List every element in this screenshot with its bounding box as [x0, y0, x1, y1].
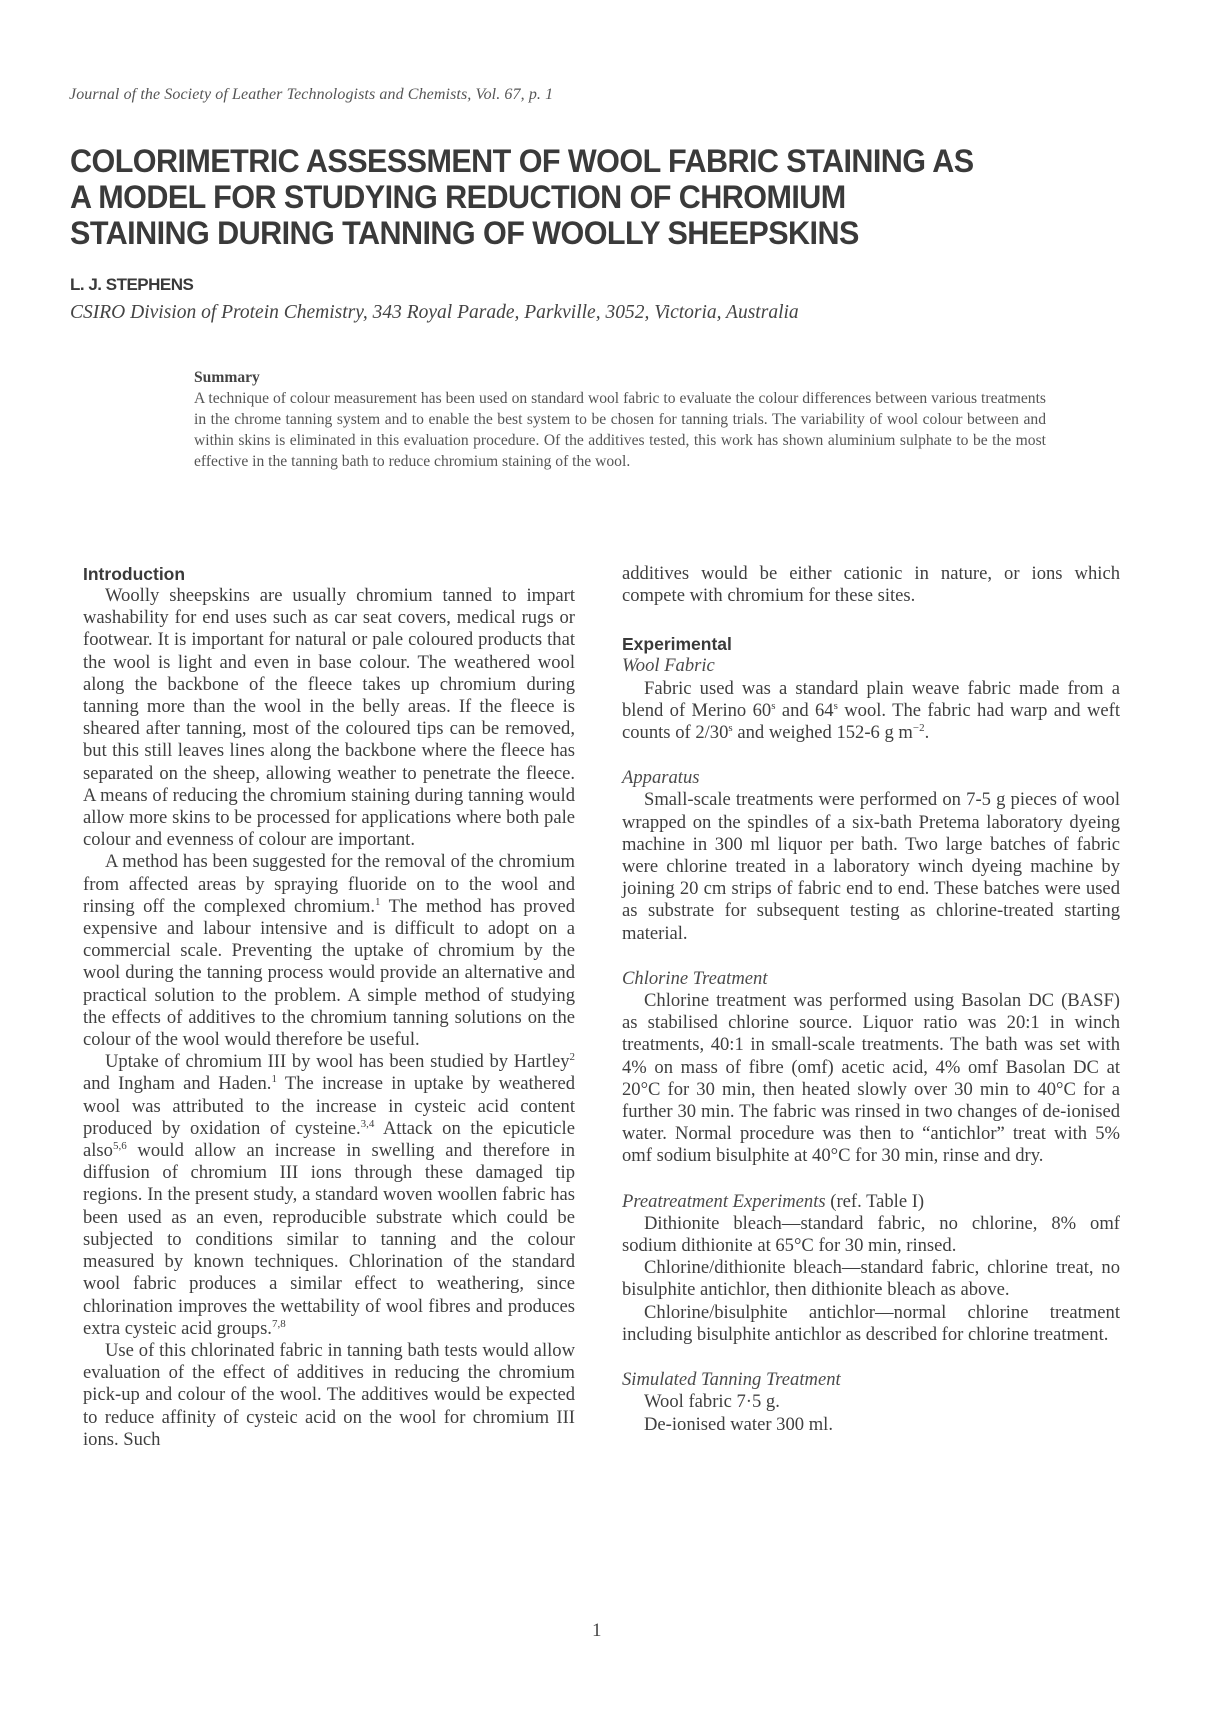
right-column — [622, 563, 1120, 1436]
text-run: The increase in uptake by weathered wool was attributed to the increase in cysteic acid content produced by oxidation of cysteine. — [83, 1073, 575, 1139]
text-run: Fabric used was a standard plain weave fabric made from a blend of Merino 60 — [622, 677, 1120, 721]
title-line: COLORIMETRIC ASSESSMENT OF WOOL FABRIC STAINING AS — [70, 143, 974, 179]
article-title — [70, 143, 1104, 251]
summary-heading: Summary — [194, 369, 260, 386]
apparatus-heading: Apparatus — [622, 767, 700, 789]
pretreatment-item: Chlorine/bisulphite antichlor—normal chlorine treatment including bisulphite antichlor as described for chlorine treatment. — [622, 1301, 1120, 1345]
author-affiliation: CSIRO Division of Protein Chemistry, 343 Royal Parade, Parkville, 3052, Victoria, Australia — [70, 302, 799, 323]
pretreatment-heading — [622, 1191, 1120, 1213]
reference-marker: 1 — [271, 1073, 277, 1086]
table-reference: (ref. Table I) — [825, 1190, 925, 1212]
superscript: −2 — [912, 722, 925, 735]
title-line: STAINING DURING TANNING OF WOOLLY SHEEPSKINS — [70, 215, 859, 251]
superscript: s — [771, 699, 776, 712]
chlorine-treatment-heading: Chlorine Treatment — [622, 967, 768, 989]
left-column — [83, 563, 575, 1451]
superscript: s — [728, 722, 733, 735]
superscript: s — [833, 699, 838, 712]
introduction-heading: Introduction — [83, 564, 186, 584]
text-run: The method has proved expensive and labour intensive and is difficult to adopt on a commercial scale. Preventing the uptake of chromium by the wool during the tanning process would provide an alternative and practical solution to the problem. A simple method of studying the effects of additives to the chromium tanning solutions on the colour of the wool would therefore be useful. — [83, 895, 575, 1051]
introduction-paragraph — [83, 851, 575, 1051]
title-line: A MODEL FOR STUDYING REDUCTION OF CHROMIUM — [70, 179, 846, 215]
text-run: wool. The fabric had warp and weft counts of 2/30 — [622, 699, 1120, 744]
text-run: and weighed 152-6 g m — [732, 722, 913, 744]
summary-text: A technique of colour measurement has been used on standard wool fabric to evaluate the colour differences between various treatments in the chrome tanning system and to enable the best system to be chosen for tanning trials. The variability of wool colour between and within skins is eliminated in this evaluation procedure. Of the additives tested, this work has shown aluminium sulphate to be the most effective in the tanning bath to reduce chromium staining of the wool. — [194, 390, 1046, 470]
text-run: . — [924, 722, 930, 744]
reference-marker: 7,8 — [271, 1317, 286, 1330]
pretreatment-item: Chlorine/dithionite bleach—standard fabric, chlorine treat, no bisulphite antichlor, then dithionite bleach as above. — [622, 1257, 1120, 1301]
introduction-paragraph-continued: additives would be either cationic in nature, or ions which compete with chromium for these sites. — [622, 563, 1120, 607]
simulated-tanning-heading: Simulated Tanning Treatment — [622, 1369, 841, 1391]
reference-marker: 3,4 — [360, 1117, 375, 1130]
reference-marker: 5,6 — [112, 1140, 127, 1153]
text-run: would allow an increase in swelling and therefore in diffusion of chromium III ions through these damaged tip regions. In the present study, a standard woven woollen fabric has been used as an even, reproducible substrate which could be subjected to conditions similar to tanning and the colour measured by known techniques. Chlorination of the standard wool fabric produces a similar effect to weathering, since chlorination improves the wettability of wool fibres and produces extra cysteic acid groups. — [83, 1140, 575, 1339]
chlorine-treatment-text: Chlorine treatment was performed using Basolan DC (BASF) as stabilised chlorine source. Liquor ratio was 20:1 in winch treatments, 40:1 in small-scale treatments. The bath was set with 4% on mass of fibre (omf) acetic acid, 4% omf Basolan DC at 20°C for 30 min, then heated slowly over 30 min to 40°C for a further 30 min. The fabric was rinsed in two changes of de-ionised water. Normal procedure was then to “antichlor” treat with 5% omf sodium bisulphite at 40°C for 30 min, rinse and dry. — [622, 990, 1120, 1167]
experimental-heading: Experimental — [622, 634, 732, 655]
wool-fabric-heading: Wool Fabric — [622, 655, 715, 677]
simulated-tanning-item: Wool fabric 7·5 g. — [644, 1391, 780, 1413]
text-run: A method has been suggested for the removal of the chromium from affected areas by spraying fluoride on to the wool and rinsing off the complexed chromium. — [83, 851, 575, 917]
introduction-paragraph: Woolly sheepskins are usually chromium tanned to impart washability for end uses such as car seat covers, medical rugs or footwear. It is important for natural or pale coloured products that the wool is light and even in base colour. The weathered wool along the backbone of the fleece takes up chromium during tanning more than the wool in the belly areas. If the fleece is sheared after tanning, most of the coloured tips can be removed, but this still leaves lines along the backbone where the fleece has separated on the sheep, allowing weather to penetrate the fleece. A means of reducing the chromium staining during tanning would allow more skins to be processed for applications where both pale colour and evenness of colour are important. — [83, 585, 575, 851]
page-number: 1 — [592, 1620, 602, 1641]
simulated-tanning-item: De-ionised water 300 ml. — [644, 1413, 833, 1435]
apparatus-text: Small-scale treatments were performed on 7-5 g pieces of wool wrapped on the spindles of a six-bath Pretema laboratory dyeing machine in 300 ml liquor per bath. Two large batches of fabric were chlorine treated in a laboratory winch dyeing machine by joining 20 cm strips of fabric end to end. These batches were used as substrate for subsequent testing as chlorine-treated starting material. — [622, 789, 1120, 944]
text-run: and 64 — [775, 699, 834, 721]
text-run: Attack on the epicuticle also — [83, 1117, 575, 1162]
introduction-paragraph — [83, 1051, 575, 1340]
introduction-paragraph: Use of this chlorinated fabric in tanning bath tests would allow evaluation of the effect of additives in reducing the chromium pick-up and colour of the wool. The additives would be expected to reduce affinity of cysteic acid on the wool for chromium III ions. Such — [83, 1339, 575, 1450]
text-run: and Ingham and Haden. — [83, 1073, 272, 1095]
summary-section — [194, 367, 1046, 472]
text-run: Uptake of chromium III by wool has been studied by Hartley — [105, 1051, 570, 1073]
pretreatment-heading-italic: Preatreatment Experiments — [622, 1190, 826, 1212]
wool-fabric-text — [622, 678, 1120, 745]
reference-marker: 2 — [569, 1051, 575, 1064]
journal-header: Journal of the Society of Leather Technologists and Chemists, Vol. 67, p. 1 — [69, 86, 554, 103]
pretreatment-item: Dithionite bleach—standard fabric, no chlorine, 8% omf sodium dithionite at 65°C for 30 min, rinsed. — [622, 1212, 1120, 1257]
author-name: L. J. STEPHENS — [70, 275, 194, 294]
reference-marker: 1 — [375, 895, 381, 908]
